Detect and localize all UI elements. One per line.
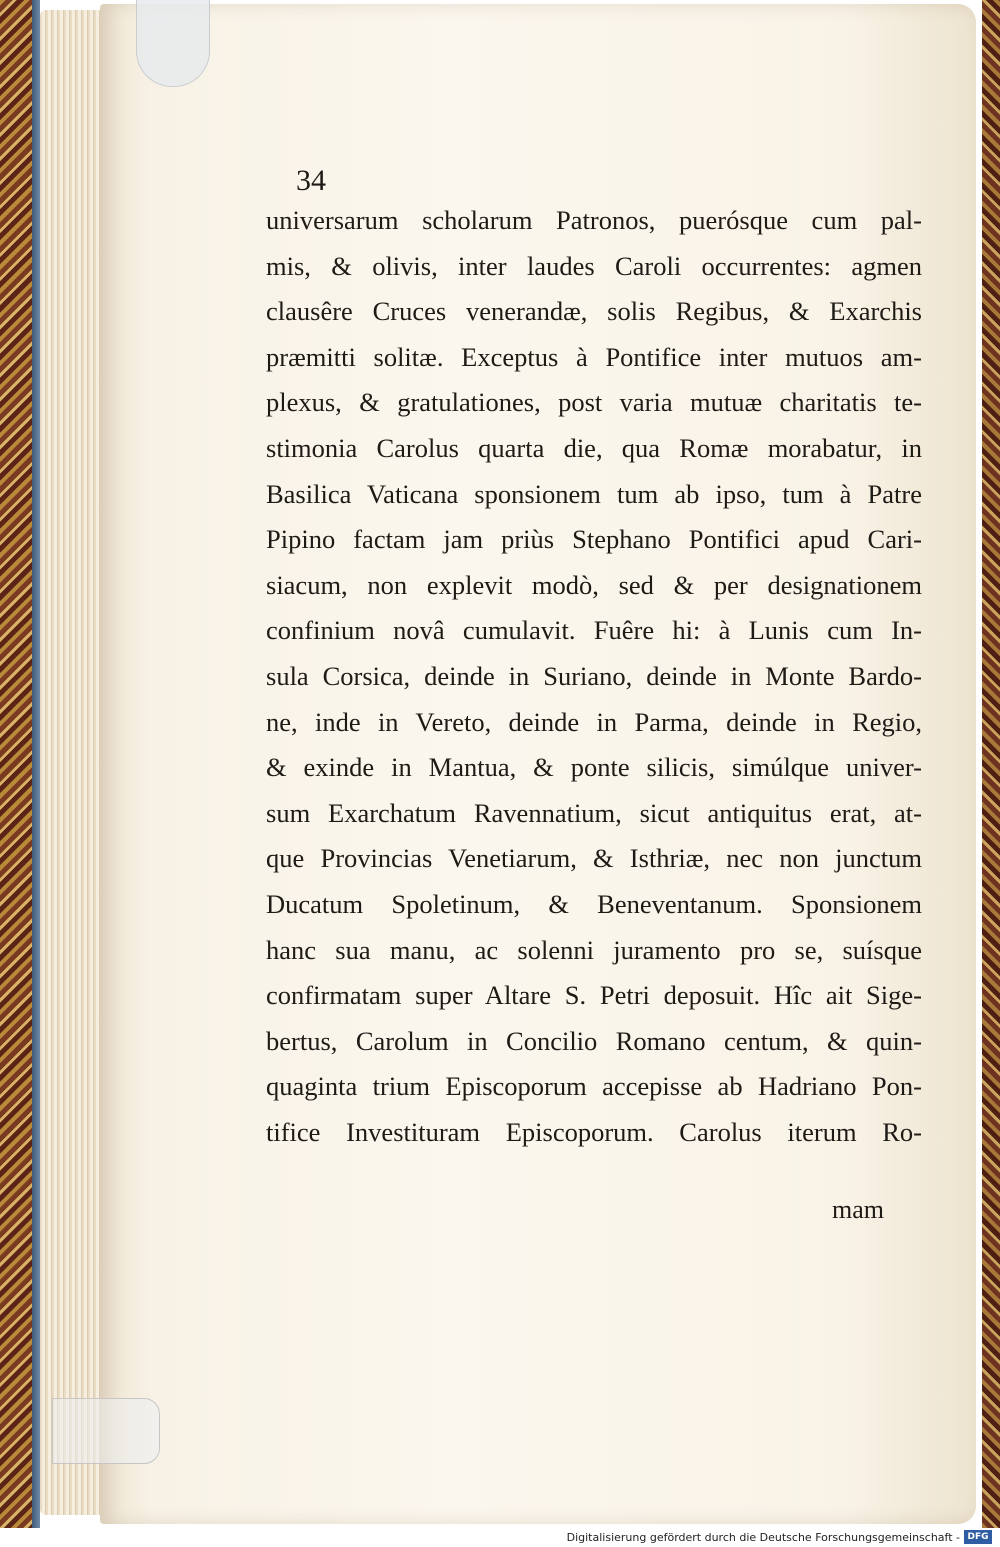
- paper-clip-tab-bottom: [52, 1398, 160, 1464]
- text-line: præmitti solitæ. Exceptus à Pontifice inter mutuos am-: [266, 341, 922, 372]
- page-block-edge: [40, 10, 106, 1515]
- funding-credit: Digitalisierung gefördert durch die Deutsche Forschungsgemeinschaft -: [566, 1531, 960, 1544]
- text-line: ne, inde in Vereto, deinde in Parma, deinde in Regio,: [266, 706, 922, 737]
- text-line: Pipino factam jam priùs Stephano Pontifici apud Cari-: [266, 524, 922, 555]
- text-line: que Provincias Venetiarum, & Isthriæ, nec non junctum: [266, 843, 922, 874]
- text-line: confirmatam super Altare S. Petri deposuit. Hîc ait Sige-: [266, 980, 922, 1011]
- text-line: plexus, & gratulationes, post varia mutuæ charitatis te-: [266, 387, 922, 418]
- text-line: clausêre Cruces venerandæ, solis Regibus, & Exarchis: [266, 296, 922, 327]
- text-line: sula Corsica, deinde in Suriano, deinde in Monte Bardo-: [266, 660, 922, 691]
- text-line: tifice Investituram Episcoporum. Carolus iterum Ro-: [266, 1116, 922, 1147]
- marbled-binding-right: [982, 0, 1000, 1528]
- text-line: Basilica Vaticana sponsionem tum ab ipso, tum à Patre: [266, 478, 922, 509]
- catchword: mam: [832, 1195, 884, 1224]
- text-line: bertus, Carolum in Concilio Romano centum, & quin-: [266, 1025, 922, 1056]
- paper-clip-tab-top: [136, 0, 210, 87]
- text-line: hanc sua manu, ac solenni juramento pro se, suísque: [266, 934, 922, 965]
- text-line: stimonia Carolus quarta die, qua Romæ morabatur, in: [266, 432, 922, 463]
- text-line: quaginta trium Episcoporum accepisse ab Hadriano Pon-: [266, 1071, 922, 1102]
- text-line: sum Exarchatum Ravennatium, sicut antiquitus erat, at-: [266, 797, 922, 828]
- text-line: Ducatum Spoletinum, & Beneventanum. Sponsionem: [266, 888, 922, 919]
- text-line: & exinde in Mantua, & ponte silicis, simúlque univer-: [266, 752, 922, 783]
- dfg-logo: DFG: [964, 1530, 992, 1544]
- marbled-binding-left: [0, 0, 32, 1528]
- page-number: 34: [296, 164, 326, 197]
- text-line: siacum, non explevit modò, sed & per designationem: [266, 569, 922, 600]
- binding-spine-edge: [32, 0, 40, 1528]
- body-text: [266, 198, 922, 1155]
- text-line: mis, & olivis, inter laudes Caroli occurrentes: agmen: [266, 250, 922, 281]
- text-line: universarum scholarum Patronos, puerósque cum pal-: [266, 205, 922, 235]
- text-line: confinium novâ cumulavit. Fuêre hi: à Lunis cum In-: [266, 615, 922, 646]
